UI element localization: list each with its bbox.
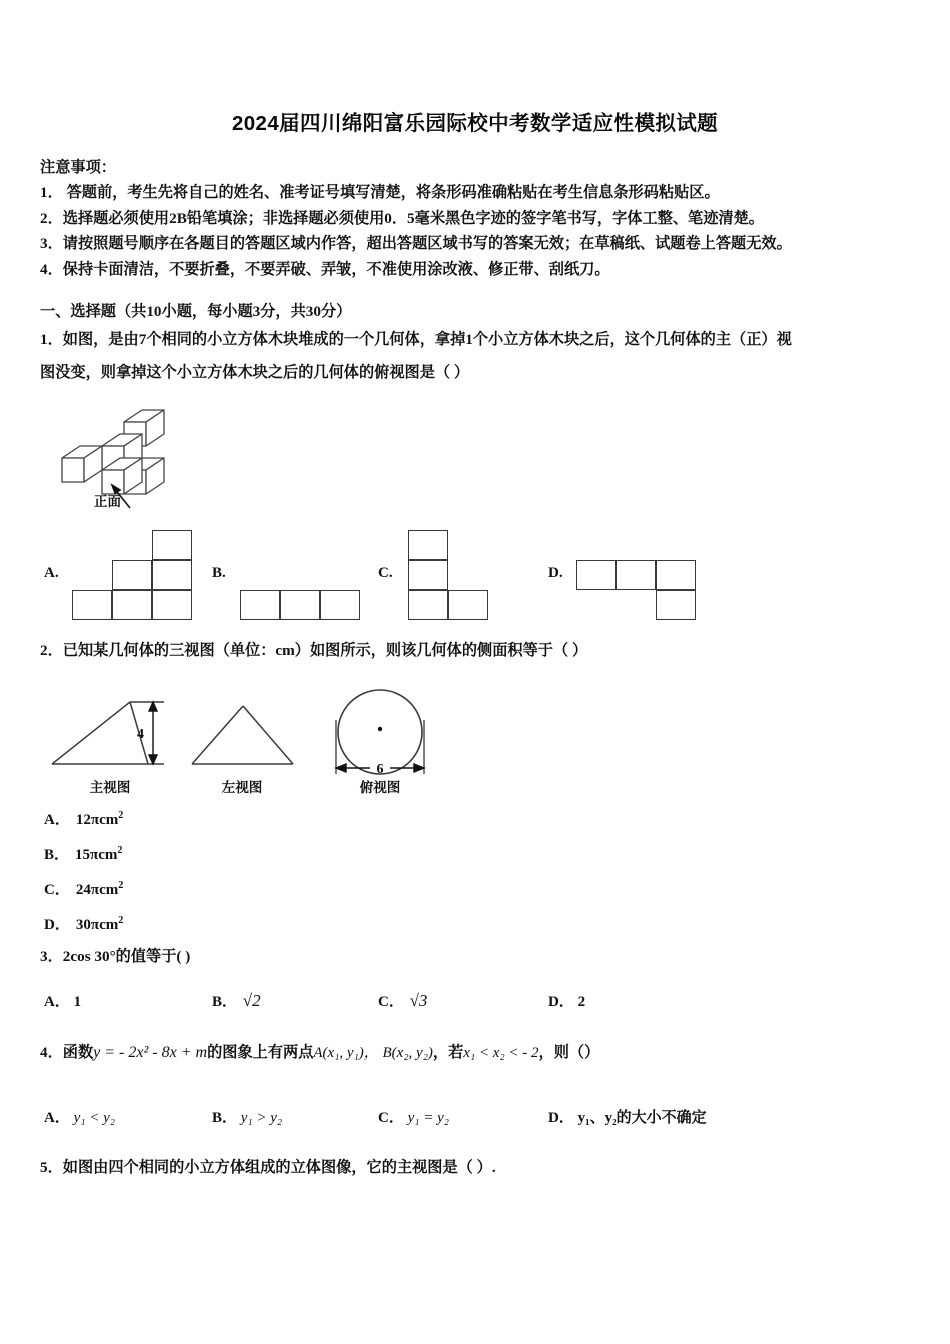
option-text: √2 xyxy=(242,991,261,1010)
page-title: 2024届四川绵阳富乐园际校中考数学适应性模拟试题 xyxy=(231,112,719,135)
grid-cell xyxy=(320,590,360,620)
question-1-option-a-grid[interactable] xyxy=(72,530,192,620)
exponent: 2 xyxy=(118,810,124,821)
exponent: 2 xyxy=(117,845,123,856)
grid-cell xyxy=(616,560,656,590)
grid-cell xyxy=(408,530,448,560)
question-4-option-a[interactable] xyxy=(44,1106,115,1127)
option-label: A． xyxy=(44,994,70,1010)
question-4-option-d[interactable] xyxy=(548,1106,707,1127)
pi-symbol: π xyxy=(90,812,100,828)
question-3-option-d[interactable] xyxy=(548,990,585,1011)
question-1-option-c-grid[interactable] xyxy=(408,530,488,620)
grid-cell xyxy=(656,560,696,590)
question-4-points: A(x₁, y₁)， B(x₂, y₂) xyxy=(313,1045,433,1061)
exponent: 2 xyxy=(118,915,124,926)
grid-cell xyxy=(576,560,616,590)
note-item-1: 1． 答题前，考生先将自己的姓名、准考证号填写清楚，将条形码准确粘贴在考生信息条形码粘贴区。 xyxy=(40,184,720,201)
option-label: A． xyxy=(44,1110,70,1126)
question-1-option-d-grid[interactable] xyxy=(576,560,696,620)
question-1-figure xyxy=(52,400,185,518)
option-label: A． xyxy=(44,812,70,828)
question-4-option-c[interactable] xyxy=(378,1106,449,1127)
option-text: y₁ < y₂ xyxy=(73,1110,115,1126)
question-1-option-b-label[interactable]: B. xyxy=(212,565,226,581)
option-text: y₁、y₂的大小不确定 xyxy=(577,1110,707,1126)
question-3-option-a[interactable] xyxy=(44,990,81,1011)
option-text: 1 xyxy=(73,994,82,1010)
question-1-option-a-label[interactable]: A. xyxy=(44,565,59,581)
option-text: y₁ = y₂ xyxy=(407,1110,449,1126)
question-4-stem xyxy=(40,1040,599,1066)
grid-cell xyxy=(448,590,488,620)
grid-cell xyxy=(408,590,448,620)
grid-cell xyxy=(280,590,320,620)
option-label: D． xyxy=(548,1110,574,1126)
question-2-option-b[interactable] xyxy=(44,843,122,864)
option-text: 2 xyxy=(577,994,586,1010)
grid-cell xyxy=(152,530,192,560)
question-5-stem: 5．如图由四个相同的小立方体组成的立体图像，它的主视图是（ ）. xyxy=(40,1159,496,1176)
grid-cell xyxy=(240,590,280,620)
question-4-suffix: ，则（） xyxy=(538,1044,600,1061)
question-1-option-c-label[interactable]: C. xyxy=(378,565,393,581)
question-1-stem-line2: 图没变，则拿掉这个小立方体木块之后的几何体的俯视图是（ ） xyxy=(40,364,470,381)
front-view-caption: 主视图 xyxy=(89,780,131,795)
grid-cell xyxy=(112,560,152,590)
note-item-4: 4．保持卡面清洁，不要折叠，不要弄破、弄皱，不准使用涂改液、修正带、刮纸刀。 xyxy=(40,260,610,278)
question-4-cond-label: ，若 xyxy=(432,1044,464,1061)
side-view-caption: 左视图 xyxy=(221,780,263,795)
unit: cm xyxy=(99,882,119,898)
grid-cell xyxy=(152,560,192,590)
unit: cm xyxy=(98,847,118,863)
top-view-caption: 俯视图 xyxy=(359,780,401,795)
notes-heading: 注意事项： xyxy=(40,159,116,176)
pi-symbol: π xyxy=(90,847,99,863)
grid-cell xyxy=(72,590,112,620)
option-label: D． xyxy=(44,917,70,933)
question-1-stem-line1: 1．如图，是由7个相同的小立方体木块堆成的一个几何体，拿掉1个小立方体木块之后，这个几何体的主（正）视 xyxy=(40,331,792,348)
option-label: C． xyxy=(378,994,404,1010)
question-1-option-b-grid[interactable] xyxy=(240,590,360,620)
question-4-condition: x₁ < x₂ < - 2 xyxy=(463,1045,539,1061)
option-label: D． xyxy=(548,994,574,1010)
option-label: C． xyxy=(378,1110,404,1126)
option-value: 24 xyxy=(75,882,91,898)
option-value: 12 xyxy=(75,812,91,828)
question-2-option-d[interactable] xyxy=(44,913,123,934)
grid-cell xyxy=(152,590,192,620)
grid-cell xyxy=(408,560,448,590)
option-text: y₁ > y₂ xyxy=(240,1110,283,1126)
question-4-formula: y = - 2x² - 8x + m xyxy=(93,1044,208,1061)
svg-text:6: 6 xyxy=(376,762,384,777)
unit: cm xyxy=(99,917,119,933)
question-2-stem: 2．已知某几何体的三视图（单位：cm）如图所示，则该几何体的侧面积等于（ ） xyxy=(40,642,588,659)
question-2-option-a[interactable] xyxy=(44,808,123,829)
question-4-prefix: 4．函数 xyxy=(40,1044,94,1061)
question-3-option-c[interactable] xyxy=(378,990,427,1011)
notes-block xyxy=(40,156,920,282)
option-label: B． xyxy=(44,847,70,863)
question-2-option-c[interactable] xyxy=(44,878,123,899)
question-3-option-b[interactable] xyxy=(212,990,261,1011)
option-label: B． xyxy=(212,1110,238,1126)
pi-symbol: π xyxy=(90,882,100,898)
option-text: √3 xyxy=(409,991,428,1010)
option-value: 30 xyxy=(75,917,91,933)
question-3-stem: 3．2cos 30°的值等于( ) xyxy=(40,948,191,965)
option-label: C． xyxy=(44,882,70,898)
section-heading-choice: 一、选择题（共10小题，每小题3分，共30分） xyxy=(40,303,352,320)
option-label: B． xyxy=(212,994,238,1010)
grid-cell xyxy=(112,590,152,620)
svg-text:4: 4 xyxy=(137,727,144,742)
unit: cm xyxy=(99,812,119,828)
note-item-2: 2．选择题必须使用2B铅笔填涂；非选择题必须使用0．5毫米黑色字迹的签字笔书写，字体工整、笔迹清楚。 xyxy=(40,209,764,227)
question-4-mid: 的图象上有两点 xyxy=(207,1044,314,1061)
grid-cell xyxy=(656,590,696,620)
question-1-option-d-label[interactable]: D. xyxy=(548,565,563,581)
option-value: 15 xyxy=(75,847,91,863)
exponent: 2 xyxy=(118,880,124,891)
question-2-figure xyxy=(40,676,460,801)
front-face-label: 正面 xyxy=(94,494,121,509)
note-item-3: 3．请按照题号顺序在各题目的答题区域内作答，超出答题区域书写的答案无效；在草稿纸、试题卷上答题无效。 xyxy=(40,235,792,252)
question-4-option-b[interactable] xyxy=(212,1106,282,1127)
pi-symbol: π xyxy=(90,917,100,933)
